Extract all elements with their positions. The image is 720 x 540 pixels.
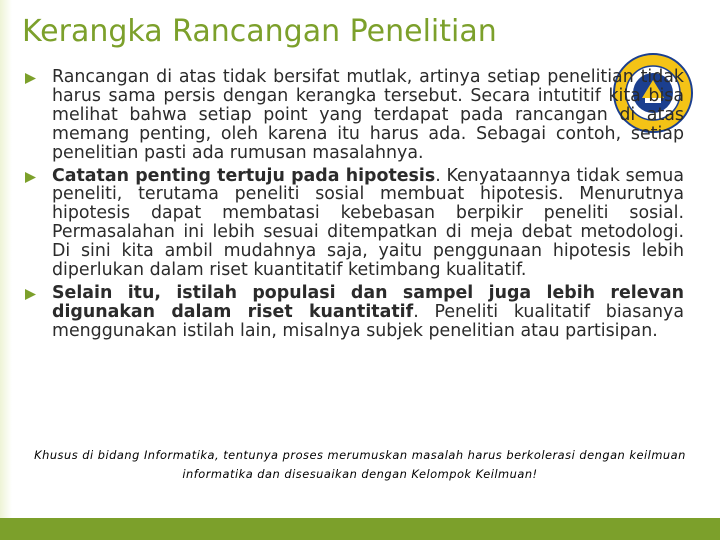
bullet-item <box>20 167 684 280</box>
bullet-rest: . Kenyataannya tidak semua peneliti, terutama peneliti sosial membuat hipotesis. Menurutnya hipotesis dapat membatasi kebebasan berpikir peneliti sosial. Permasalahan ini lebih sesuai ditempatkan di meja debat metodologi. Di sini kita ambil mudahnya saja, yaitu penggunaan hipotesis lebih diperlukan dalam riset kuantitatif ketimbang kualitatif. <box>52 165 684 281</box>
slide-title: Kerangka Rancangan Penelitian <box>22 14 497 49</box>
bullet-rest: . Peneliti kualitatif biasanya menggunakan istilah lain, misalnya subjek penelitian atau partisipan. <box>52 301 684 341</box>
bullet-lead: Catatan penting tertuju pada hipotesis <box>52 165 436 186</box>
footnote: Khusus di bidang Informatika, tentunya proses merumuskan masalah harus berkolerasi dengan keilmuan informatika dan disesuaikan dengan Kelompok Keilmuan! <box>34 448 686 481</box>
triangle-bullet-icon <box>24 288 37 301</box>
bullet-item <box>20 284 684 341</box>
bullet-list <box>20 68 684 345</box>
bullet-rest: , artinya setiap penelitian tidak harus sama persis dengan kerangka tersebut. Secara intutitif kita bisa melihat bahwa setiap point yang terdapat pada rancangan di atas memang penting, oleh karena itu harus ada. Sebagai contoh, setiap penelitian pasti ada rumusan masalahnya. <box>52 67 684 163</box>
triangle-bullet-icon <box>24 171 37 184</box>
left-gradient-stripe <box>0 0 12 540</box>
bullet-lead: Selain itu, istilah populasi dan sampel juga lebih relevan digunakan dalam riset kuantitatif <box>52 282 684 322</box>
bottom-accent-bar <box>0 518 720 540</box>
bullet-lead: Rancangan di atas tidak bersifat mutlak <box>52 67 407 87</box>
bullet-item <box>20 68 684 163</box>
triangle-bullet-icon <box>24 72 37 85</box>
